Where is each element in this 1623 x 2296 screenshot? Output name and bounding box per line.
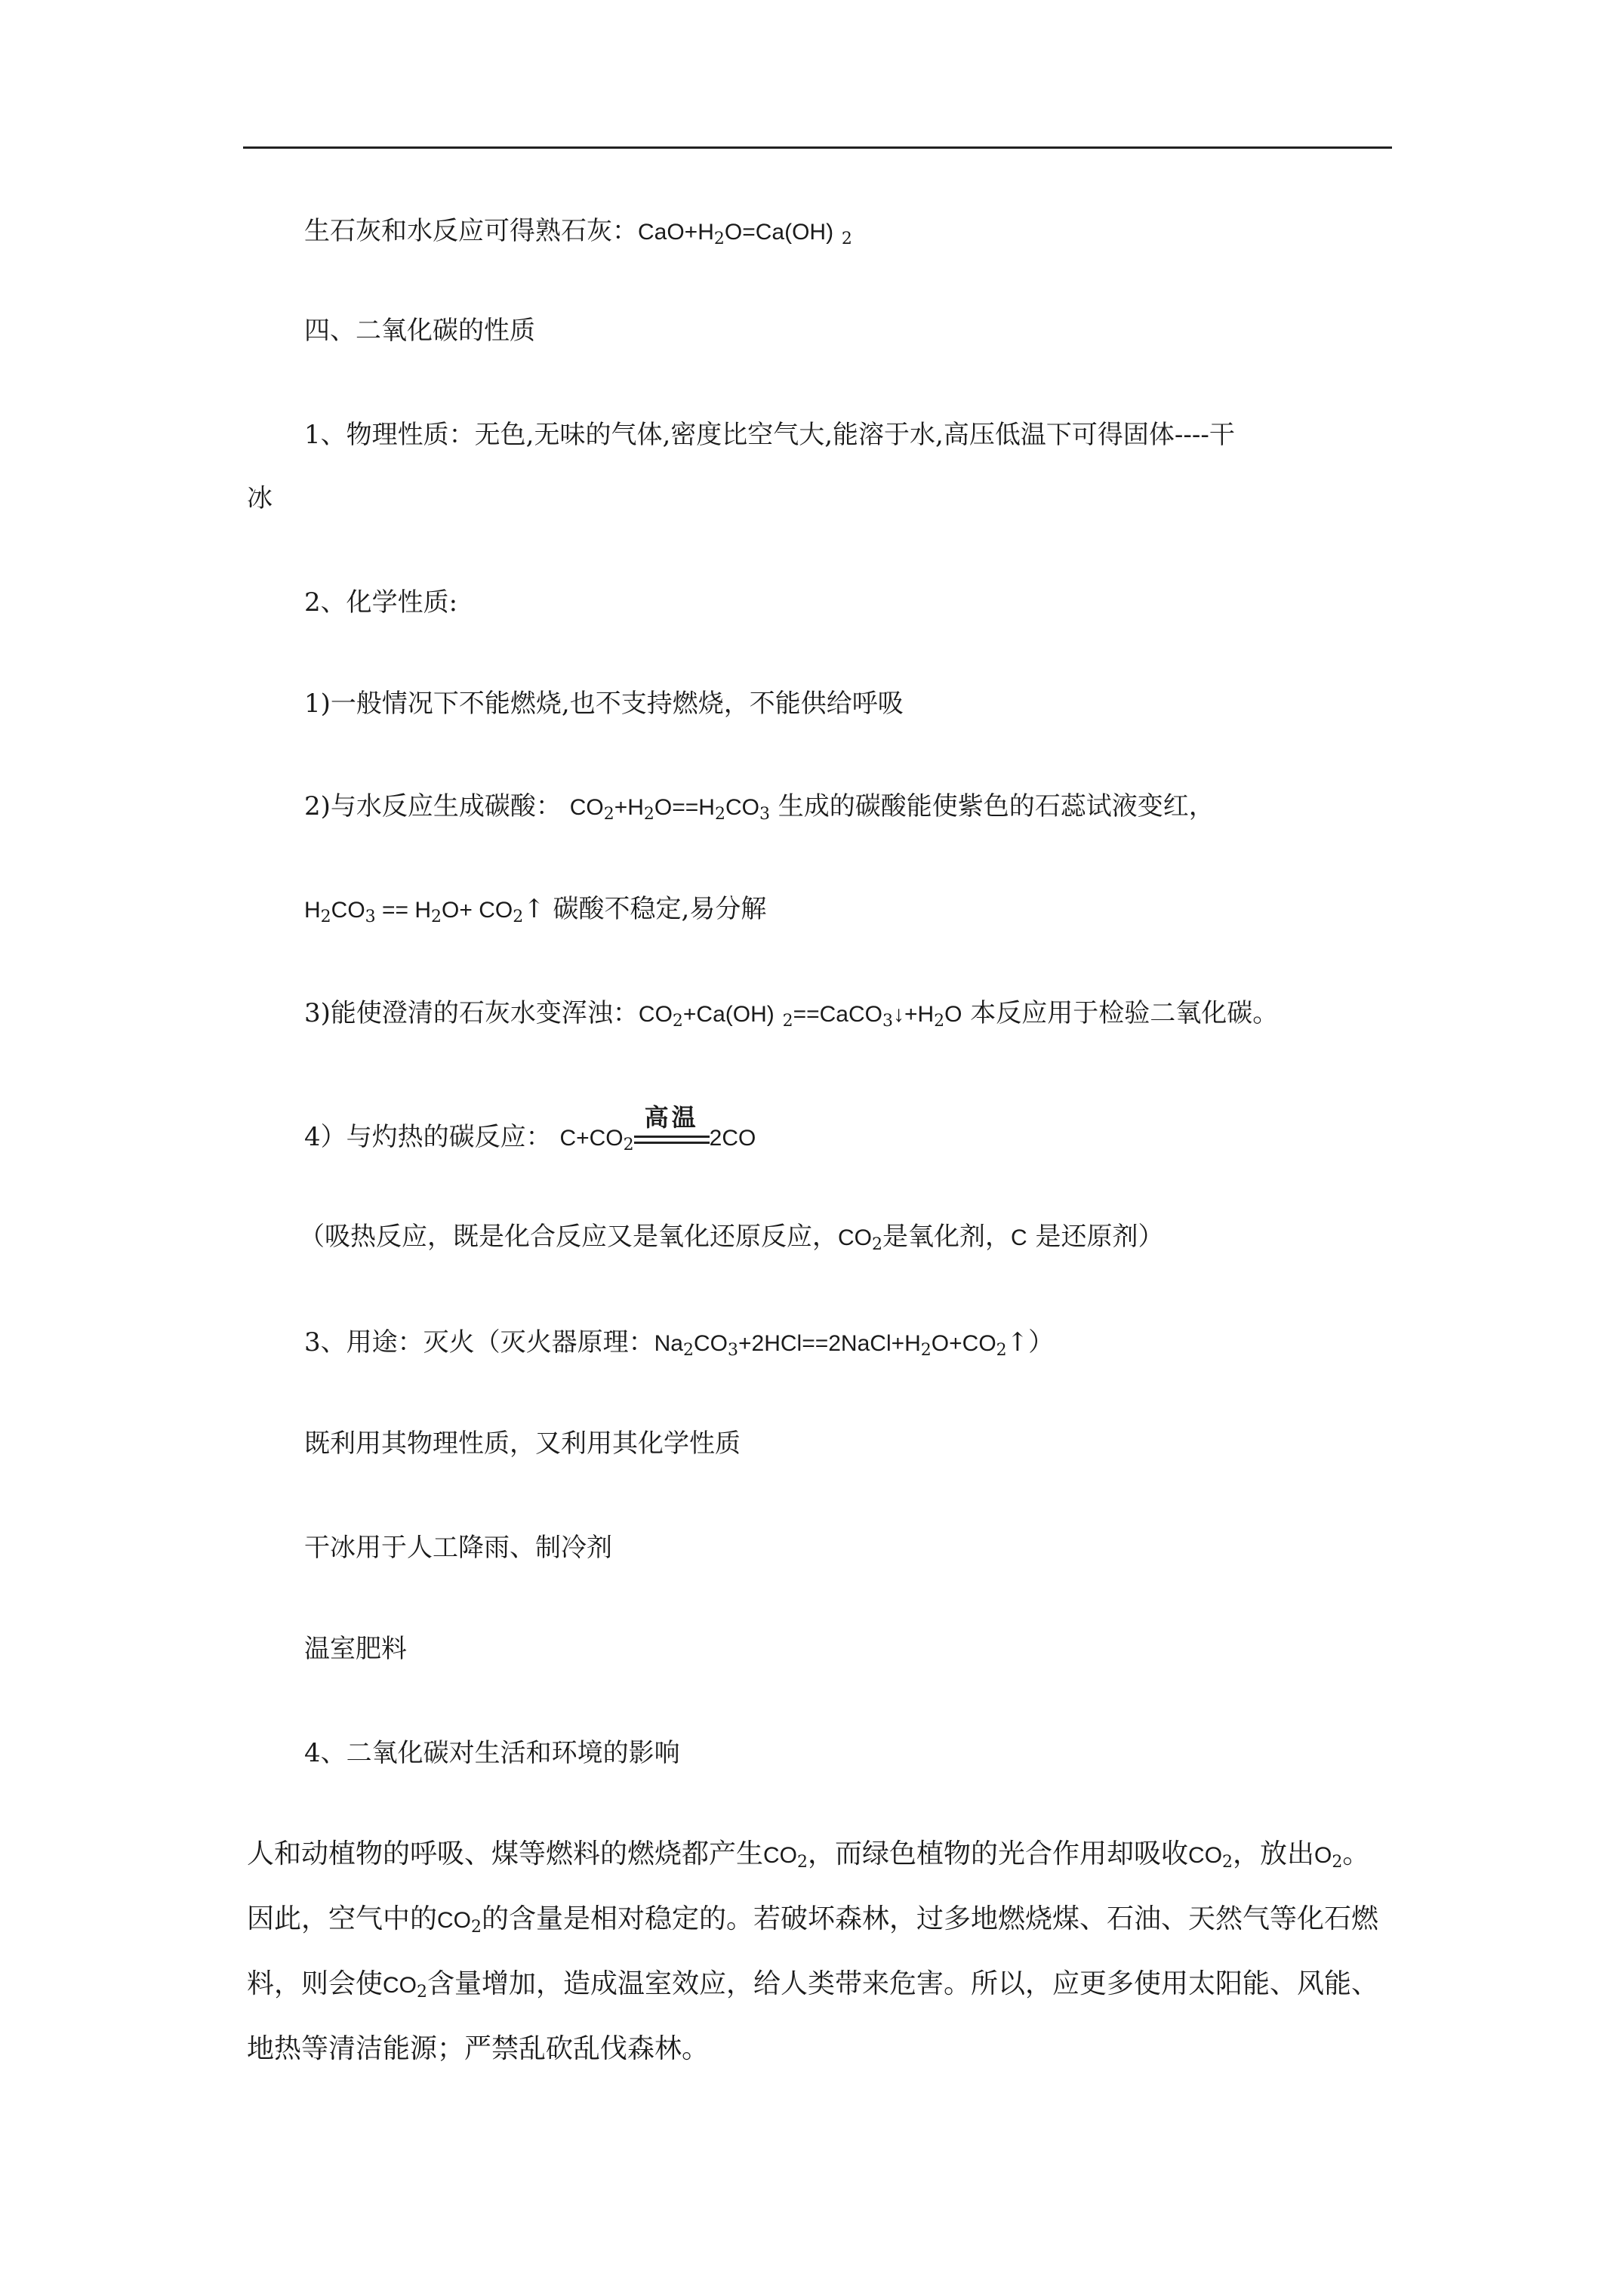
equals-line-bottom <box>634 1142 710 1144</box>
formula: ==CaCO <box>793 1002 882 1027</box>
subscript: 2 <box>513 908 524 926</box>
subscript: 2 <box>872 1235 882 1254</box>
text: 人和动植物的呼吸、煤等燃料的燃烧都产生 <box>247 1838 764 1869</box>
subscript: 2 <box>320 908 331 926</box>
text-line-physical: 1、物理性质：无色,无味的气体,密度比空气大,能溶于水,高压低温下可得固体----干 <box>304 420 1235 450</box>
text-line-uses <box>304 1327 1054 1359</box>
subscript: 2 <box>797 1853 808 1872</box>
formula: CO <box>331 898 365 923</box>
subscript: 3 <box>759 805 770 824</box>
subscript: 2 <box>471 1918 482 1937</box>
formula: +H <box>614 795 644 820</box>
formula: ↓+H <box>892 1002 935 1027</box>
subscript: 2 <box>1332 1853 1343 1872</box>
formula: CaO+H <box>638 220 714 245</box>
subscript: 2 <box>431 908 442 926</box>
equals-line-top <box>634 1136 710 1138</box>
formula: 2CO <box>709 1126 756 1151</box>
text: 是还原剂） <box>1035 1222 1164 1252</box>
formula: Na <box>654 1331 683 1356</box>
text: 含量增加，造成温室效应，给人类带来危害。所以，应更多使用太阳能、风能、地热等清洁能源；严禁乱砍乱伐森林。 <box>247 1968 1379 2064</box>
section-heading-co2: 四、二氧化碳的性质 <box>304 316 535 346</box>
paragraph-environment <box>247 1823 1394 2081</box>
text-line-chemical: 2、化学性质: <box>304 587 458 618</box>
subscript: 2 <box>920 1341 932 1360</box>
subscript: 2 <box>623 1136 634 1154</box>
subscript: 2 <box>1222 1853 1233 1872</box>
up-arrow-icon: ↑ <box>523 894 545 924</box>
text: 4）与灼热的碳反应： <box>304 1122 552 1152</box>
text: 本反应用于检验二氧化碳。 <box>962 998 1279 1028</box>
formula: O <box>944 1002 962 1027</box>
text: 生石灰和水反应可得熟石灰： <box>304 216 638 246</box>
subscript: 2 <box>841 230 852 248</box>
formula: CO <box>383 1973 417 1998</box>
subscript: 2 <box>672 1012 683 1031</box>
text-line-quicklime <box>304 216 852 248</box>
subscript: 2 <box>683 1341 694 1360</box>
text-line-both-properties: 既利用其物理性质，又利用其化学性质 <box>304 1428 741 1459</box>
text: ，而绿色植物的光合作用却吸收 <box>808 1838 1189 1869</box>
text-line-carbonic-acid <box>304 791 1215 823</box>
text-line-decomposition <box>304 894 766 926</box>
subscript: 2 <box>782 1012 793 1031</box>
subscript: 2 <box>714 805 725 824</box>
formula: H <box>304 898 321 923</box>
subscript: 3 <box>882 1012 893 1031</box>
text: ，放出 <box>1233 1838 1315 1869</box>
subscript: 2 <box>934 1012 945 1031</box>
text-line-dry-ice: 干冰用于人工降雨、制冷剂 <box>304 1533 612 1563</box>
text: 生成的碳酸能使紫色的石蕊试液变红， <box>769 791 1215 821</box>
formula: == H <box>375 898 432 923</box>
text-line-note <box>299 1222 1163 1253</box>
text: 2)与水反应生成碳酸： <box>304 791 562 821</box>
formula: O=Ca(OH) <box>724 220 834 245</box>
subscript: 3 <box>728 1341 738 1360</box>
text-line-limewater <box>304 998 1278 1030</box>
formula: C+CO <box>559 1126 624 1151</box>
text: 。因此，空气中的 <box>247 1838 1370 1934</box>
formula: C <box>1011 1225 1027 1250</box>
subscript: 2 <box>417 1983 428 2002</box>
reaction-condition <box>634 1103 710 1154</box>
text-line-greenhouse-fertilizer: 温室肥料 <box>304 1634 407 1664</box>
text: （吸热反应，既是化合反应又是氧化还原反应， <box>299 1222 838 1252</box>
subscript: 2 <box>713 230 725 248</box>
text-line-physical-cont: 冰 <box>247 483 273 513</box>
formula: O+CO <box>931 1331 996 1356</box>
formula: +Ca(OH) <box>682 1002 775 1027</box>
header-rule <box>243 146 1392 149</box>
formula: O+ CO <box>442 898 513 923</box>
formula: CO <box>1188 1843 1223 1868</box>
text-line-hot-carbon <box>304 1103 756 1154</box>
formula: +2HCl==2NaCl+H <box>738 1331 921 1356</box>
subscript: 3 <box>365 908 376 926</box>
subscript: 2 <box>996 1341 1007 1360</box>
formula: CO <box>569 795 604 820</box>
formula: CO <box>725 795 759 820</box>
condition-label: 高温 <box>644 1103 699 1132</box>
formula: O <box>1314 1843 1332 1868</box>
text: 碳酸不稳定,易分解 <box>544 894 767 924</box>
text: ↑） <box>1006 1327 1055 1358</box>
formula: CO <box>694 1331 728 1356</box>
text-line-combustion: 1)一般情况下不能燃烧,也不支持燃烧，不能供给呼吸 <box>304 689 904 719</box>
formula: O==H <box>654 795 715 820</box>
text: 的含量是相对稳定的。若破坏森林，过多地燃烧煤、石油、天然气等化石燃料，则会使 <box>247 1903 1379 1999</box>
text: 3、用途：灭火（灭火器原理： <box>304 1327 654 1358</box>
formula: CO <box>638 1002 673 1027</box>
subscript: 2 <box>643 805 654 824</box>
formula: CO <box>763 1843 798 1868</box>
formula: CO <box>437 1908 472 1933</box>
subscript: 2 <box>603 805 614 824</box>
text: 是氧化剂， <box>882 1222 1011 1252</box>
formula: CO <box>838 1225 872 1250</box>
section-heading-environment: 4、二氧化碳对生活和环境的影响 <box>304 1738 680 1768</box>
text: 3)能使澄清的石灰水变浑浊： <box>304 998 639 1028</box>
